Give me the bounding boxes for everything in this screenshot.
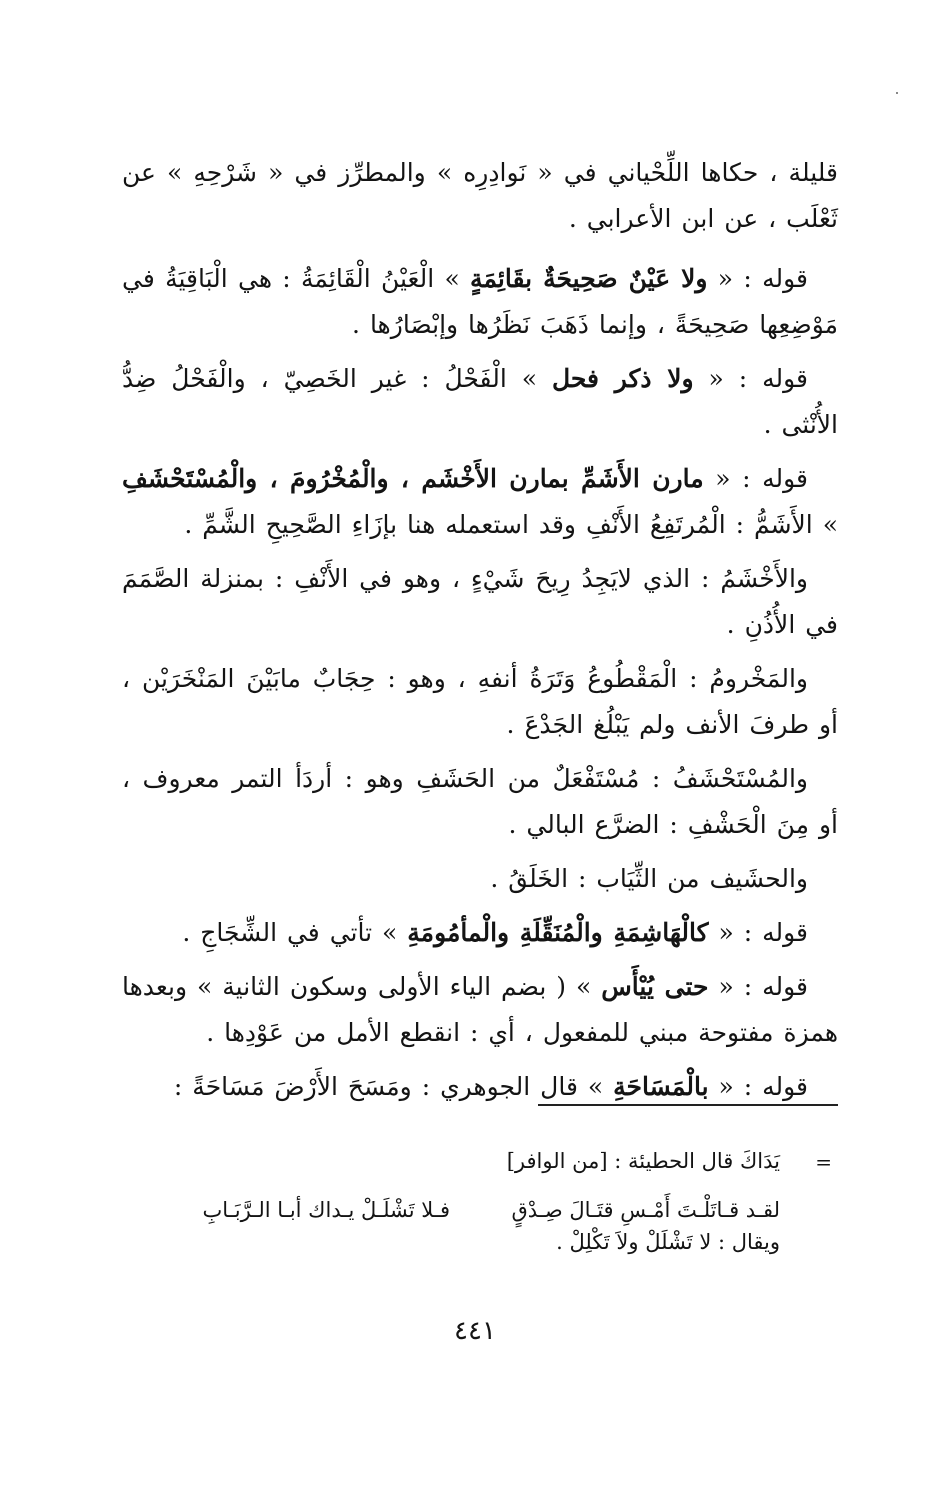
- quoted-term: حتى يُيْأَس: [601, 972, 709, 1001]
- text-run: والحشَيف من الثِّيَاب : الخَلَقُ .: [490, 864, 808, 893]
- paragraph-3: [122, 356, 838, 448]
- text-run: قوله : «: [708, 1072, 808, 1101]
- quoted-term: ولا ذكر فحل: [551, 364, 694, 393]
- text-run: والأَخْشَمُ : الذي لايَجِدُ رِيحَ شَيْءٍ ، وهو في الأَنْفِ : بمنزلة الصَّمَمَ في الأُذُنِ .: [122, 564, 838, 639]
- verse-second-hemistich: فـلا تَشْلَـلْ يـداك أبـا الـرَّبَـابِ: [202, 1198, 450, 1222]
- text-run: والمُسْتَحْشَفُ : مُسْتَفْعَلٌ من الحَشَفِ وهو : أردَأ التمر معروف ، أو مِنَ الْحَشْفِ : الضرَّع البالي .: [122, 764, 838, 839]
- paragraph-5: [122, 556, 838, 648]
- text-run: قوله : «: [703, 464, 808, 493]
- paragraph-8: [122, 856, 838, 902]
- main-text: [122, 150, 838, 1118]
- footnote-separator: [538, 1104, 838, 1106]
- paragraph-10: [122, 964, 838, 1056]
- paragraph-7: [122, 756, 838, 848]
- text-run: » الأَشَمُّ : الْمُرتَفِعُ الأَنْفِ وقد استعمله هنا بإزَاءِ الصَّحِيحِ الشَّمِّ .: [184, 510, 838, 539]
- text-run: قوله : «: [708, 972, 808, 1001]
- margin-speck: [896, 92, 898, 94]
- quoted-term: كالْهَاشِمَةِ والْمُنَقِّلَةِ والْمأمُومَةِ: [407, 918, 709, 947]
- paragraph-2: [122, 256, 838, 348]
- paragraph-1: [122, 150, 838, 242]
- quoted-term: بالْمَسَاحَةِ: [613, 1072, 709, 1101]
- text-run: قوله : «: [707, 264, 808, 293]
- text-run: قوله : «: [693, 364, 809, 393]
- text-run: قوله : «: [708, 918, 808, 947]
- footnote-closing: ويقال : لا تَشْلَلْ ولاَ تَكْلِلْ .: [556, 1230, 780, 1254]
- text-run: » قال الجوهري : ومَسَحَ الأَرْضَ مَسَاحَةً :: [173, 1072, 614, 1101]
- verse-first-hemistich: لقـد قـاتَلْـتَ أَمْـسِ قتَـالَ صِـدْقٍ: [511, 1198, 780, 1222]
- page-number: ٤٤١: [454, 1316, 496, 1346]
- footnote-intro: يَدَاكَ قال الحطيئة : [من الوافر]: [506, 1149, 780, 1173]
- text-run: » ( بضم الياء الأولى وسكون الثانية » وبعدها همزة مفتوحة مبني للمفعول ، أي : انقطع الأمل من عَوْدِها .: [122, 972, 838, 1047]
- paragraph-4: [122, 456, 838, 548]
- paragraph-9: [122, 910, 838, 956]
- text-run: » تأتي في الشِّجَاجِ .: [182, 918, 408, 947]
- quoted-term: ولا عَيْنٌ صَحِيحَةٌ بقَائِمَةٍ: [470, 264, 708, 293]
- text-run: والمَخْرومُ : الْمَقْطُوعُ وَتَرَةُ أنفهِ ، وهو : حِجَابٌ مابَيْنَ المَنْخَرَيْن ، أو طرفَ الأنف ولم يَبْلُغ الجَدْعَ .: [122, 664, 838, 739]
- paragraph-6: [122, 656, 838, 748]
- text-run: قليلة ، حكاها اللِّحْياني في « نَوادِرِه » والمطرِّز في « شَرْحِهِ » عن ثَعْلَب ، عن ابن الأعرابي .: [122, 158, 838, 233]
- text-run: » الْعَيْنُ الْقَائِمَةُ : هي الْبَاقِيَةُ في مَوْضِعِها صَحِيحَةً ، وإنما ذَهَبَ نَظَرُها وإبْصَارُها .: [122, 264, 838, 339]
- footnote-marker: =: [815, 1150, 832, 1174]
- quoted-term: مارن الأَشَمِّ بمارن الأَخْشَم ، والْمُخْرُومَ ، والْمُسْتَحْشَفِ: [122, 464, 704, 493]
- text-run: » الْفَحْلُ : غير الخَصِيّ ، والْفَحْلُ ضِدُّ الأُنْثى .: [122, 364, 838, 439]
